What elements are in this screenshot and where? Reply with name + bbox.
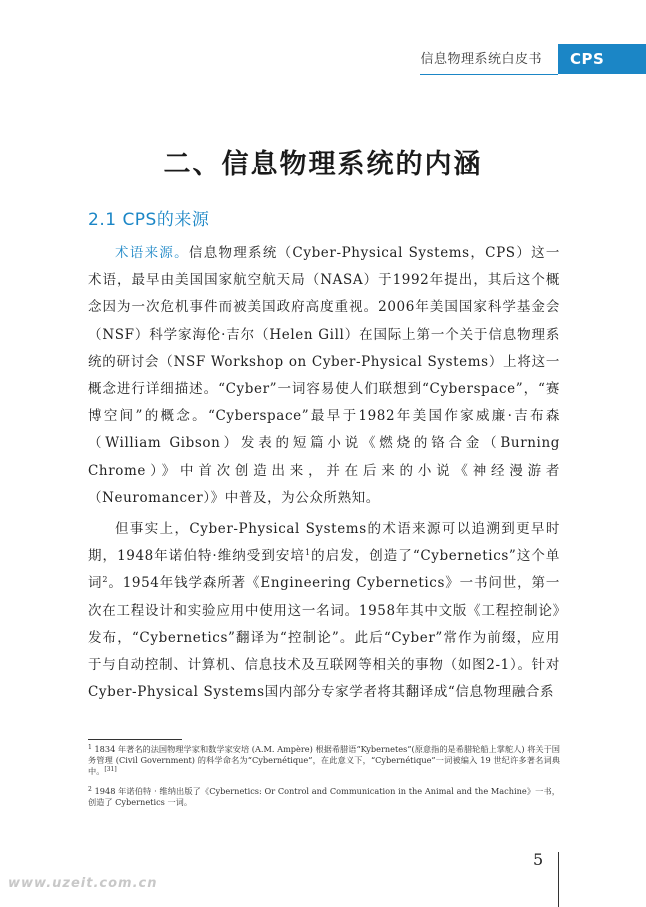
footnote-rule xyxy=(88,739,182,740)
cps-badge: CPS xyxy=(558,44,646,74)
chapter-title: 二、信息物理系统的内涵 xyxy=(163,149,483,180)
footnote-mark: 1 xyxy=(88,744,92,751)
watermark: www.uzeit.com.cn xyxy=(8,876,158,891)
footnote-2 xyxy=(88,786,560,808)
page-number: 5 xyxy=(533,850,544,869)
footnote-text: 1834 年著名的法国物理学家和数学家安培 (A.M. Ampère) 根据希腊语“Kybernetes”(原意指的是希腊轮船上掌舵人) 将关于国务管理 (Civil Government) 的科学命名为“Cybernétique”，在此意义下，“Cybernétique”一词被编入 19 世纪许多著名词典中。 xyxy=(88,744,560,776)
paragraph-term-origin xyxy=(88,240,560,512)
footnote-1 xyxy=(88,744,560,777)
body-text xyxy=(88,240,560,710)
footnote-ref-1[interactable]: 1 xyxy=(304,548,311,558)
paragraph-history xyxy=(88,516,560,706)
paragraph-text-part3: 。1954年钱学森所著《Engineering Cybernetics》一书问世，第一次在工程设计和实验应用中使用这一名词。1958年其中文版《工程控制论》发布，“Cybernetics”翻译为“控制论”。此后“Cyber”常作为前缀，应用于与自动控制、计算机、信息技术及互联网等相关的事物（如图2-1）。针对Cyber-Physical Systems国内部分专家学者将其翻译成“信息物理融合系 xyxy=(88,575,560,701)
section-heading: 2.1 CPS的来源 xyxy=(88,210,210,230)
paragraph-text-part1: 但事实上，Cyber-Physical Systems的术语来源可以追溯到更早时期，1948年诺伯特·维纳受到安培 xyxy=(88,521,560,565)
header-rule xyxy=(420,74,558,75)
footnotes xyxy=(88,744,560,817)
paragraph-text-part2: 的启发，创造了“Cybernetics”这个单词 xyxy=(88,548,560,592)
footnote-mark: 2 xyxy=(88,786,92,793)
paragraph-text: 信息物理系统（Cyber-Physical Systems，CPS）这一术语，最早由美国国家航空航天局（NASA）于1992年提出，其后这个概念因为一次危机事件而被美国政府高度重视。2006年美国国家科学基金会（NSF）科学家海伦·吉尔（Helen Gill）在国际上第一个关于信息物理系统的研讨会（NSF Workshop on Cyber-Physical Systems）上将这一概念进行详细描述。“Cyber”一词容易使人们联想到“Cyberspace”，“赛博空间”的概念。“Cyberspace”最早于1982年美国作家威廉·吉布森（William Gibson）发表的短篇小说《燃烧的铬合金（Burning Chrome）》中首次创造出来，并在后来的小说《神经漫游者（Neuromancer）》中普及，为公众所熟知。 xyxy=(88,245,560,506)
footnote-ref-2[interactable]: 2 xyxy=(102,575,109,585)
margin-rule xyxy=(558,852,559,907)
running-header-title: 信息物理系统白皮书 xyxy=(420,52,542,67)
citation-ref[interactable]: [31] xyxy=(104,766,117,773)
paragraph-lead: 术语来源。 xyxy=(115,245,189,261)
footnote-text: 1948 年诺伯特 · 维纳出版了《Cybernetics: Or Control and Communication in the Animal and the Machine》一书，创造了 Cybernetics 一词。 xyxy=(88,786,560,807)
